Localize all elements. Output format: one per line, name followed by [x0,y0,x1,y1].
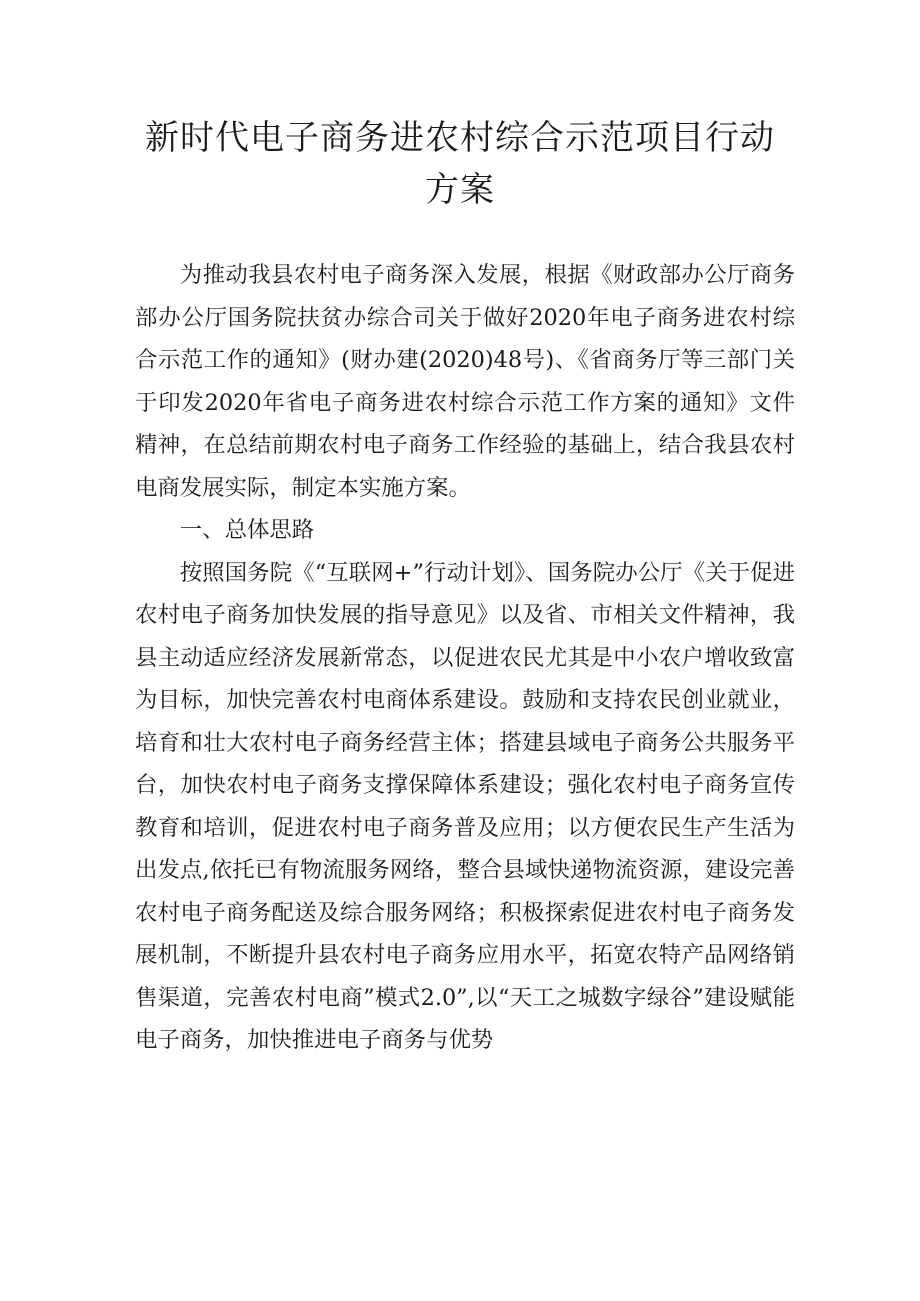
title-line-1: 新时代电子商务进农村综合示范项目行动 [145,118,775,158]
document-title [110,112,810,216]
paragraph-intro: 为推动我县农村电子商务深入发展，根据《财政部办公厅商务部办公厅国务院扶贫办综合司关于做好2020年电子商务进农村综合示范工作的通知》(财办建(2020)48号)、《省商务厅等三部门关于印发2020年省电子商务进农村综合示范工作方案的通知》文件精神，在总结前期农村电子商务工作经验的基础上，结合我县农村电商发展实际，制定本实施方案。 [135,262,795,501]
document-body [135,254,795,1062]
section-heading-general-approach: 一、总体思路 [179,517,315,543]
title-line-2: 方案 [425,170,495,210]
paragraph-general-approach: 按照国务院《“互联网+”行动计划》、国务院办公厅《关于促进农村电子商务加快发展的指导意见》以及省、市相关文件精神，我县主动适应经济发展新常态，以促进农民尤其是中小农户增收致富为目标，加快完善农村电商体系建设。鼓励和支持农民创业就业，培育和壮大农村电子商务经营主体；搭建县域电子商务公共服务平台，加快农村电子商务支撑保障体系建设；强化农村电子商务宣传教育和培训，促进农村电子商务普及应用；以方便农民生产生活为出发点,依托已有物流服务网络，整合县域快递物流资源，建设完善农村电子商务配送及综合服务网络；积极探索促进农村电子商务发展机制，不断提升县农村电子商务应用水平，拓宽农特产品网络销售渠道，完善农村电商”模式2.0”,以“天工之城数字绿谷”建设赋能电子商务，加快推进电子商务与优势 [135,559,795,1053]
